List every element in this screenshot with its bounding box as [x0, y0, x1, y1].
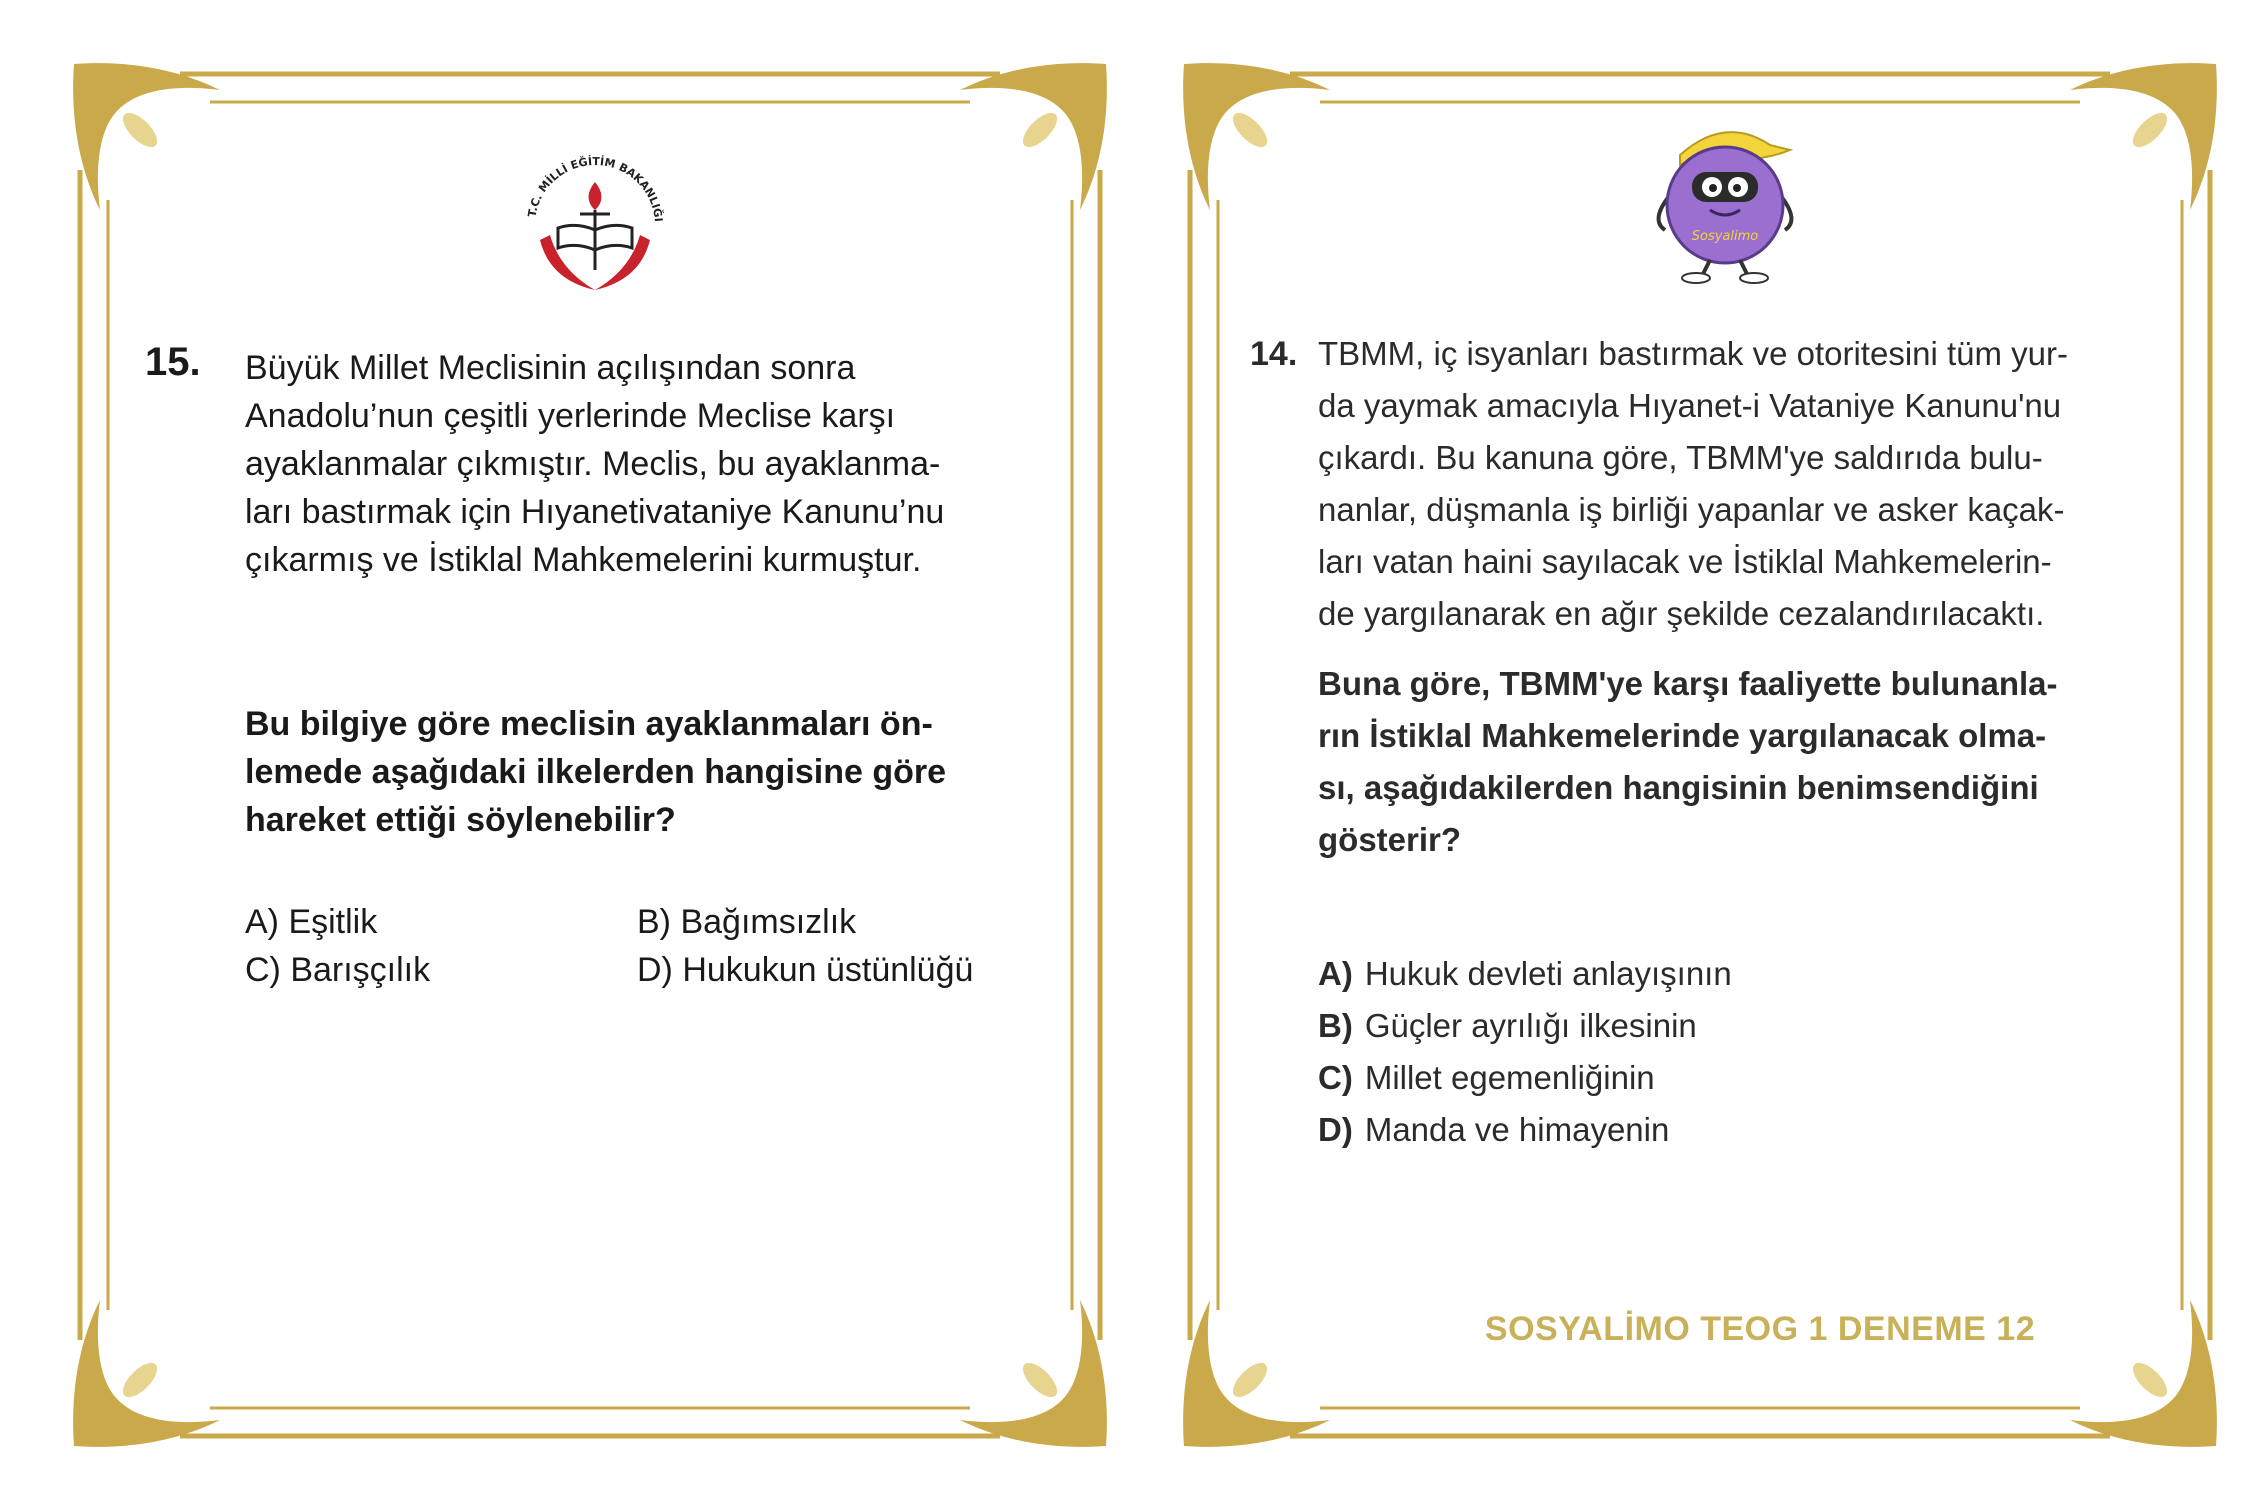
- question-prompt: Buna göre, TBMM'ye karşı faaliyette bulunanla- rın İstiklal Mahkemelerinde yargılanacak olma- sı, aşağıdakilerden hangisinin benimsendiğini gösterir?: [1318, 665, 2058, 858]
- option-d[interactable]: D) Manda ve himayenin: [1318, 1111, 1670, 1148]
- sosyalimo-mascot: [1640, 110, 1810, 285]
- question-stem: TBMM, iç isyanları bastırmak ve otoritesini tüm yur- da yaymak amacıyla Hıyanet-i Vataniye Kanunu'nu çıkardı. Bu kanuna göre, TBMM'ye saldırıda bulu- nanlar, düşmanla iş birliği yapanlar ve asker kaçak- ları vatan haini sayılacak ve İstiklal Mahkemelerin- de yargılanarak en ağır şekilde cezalandırılacaktı.: [1318, 335, 2069, 632]
- option-c[interactable]: C) Millet egemenliğinin: [1318, 1059, 1655, 1096]
- question-card-15: [70, 60, 1110, 1450]
- question-number: 15.: [145, 340, 201, 384]
- question-card-14: [1180, 60, 2220, 1450]
- question-number: 14.: [1250, 335, 1298, 373]
- option-a[interactable]: A) Hukuk devleti anlayışının: [1318, 955, 1732, 992]
- option-c[interactable]: C) Barışçılık: [245, 951, 431, 989]
- svg-text:T.C. MİLLİ EĞİTİM BAKANLIĞI: T.C. MİLLİ EĞİTİM BAKANLIĞI: [525, 154, 665, 223]
- option-a[interactable]: A) Eşitlik: [245, 903, 378, 941]
- svg-text:Sosyalimo: Sosyalimo: [1691, 229, 1759, 244]
- footer-label: SOSYALİMO TEOG 1 DENEME 12: [1484, 1310, 2036, 1348]
- option-b[interactable]: B) Güçler ayrılığı ilkesinin: [1318, 1007, 1697, 1044]
- question-prompt: Bu bilgiye göre meclisin ayaklanmaları ön- lemede aşağıdaki ilkelerden hangisine göre hareket ettiği söylenebilir?: [245, 705, 947, 839]
- question-stem: Büyük Millet Meclisinin açılışından sonra Anadolu’nun çeşitli yerlerinde Meclise karşı ayaklanmalar çıkmıştır. Meclis, bu ayaklanma- ları bastırmak için Hıyanetivataniye Kanunu’nu çıkarmış ve İstiklal Mahkemelerini kurmuştur.: [245, 349, 945, 579]
- option-d[interactable]: D) Hukukun üstünlüğü: [637, 951, 974, 989]
- option-b[interactable]: B) Bağımsızlık: [637, 903, 857, 941]
- meb-logo: [510, 130, 680, 300]
